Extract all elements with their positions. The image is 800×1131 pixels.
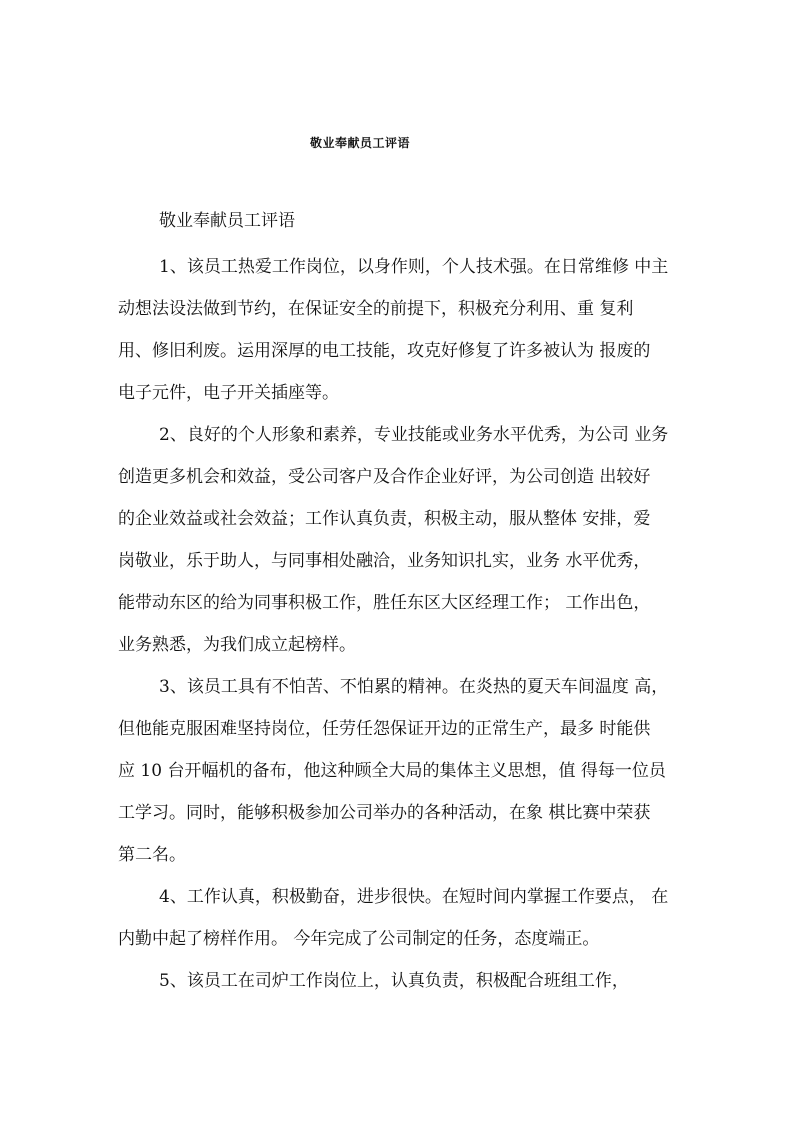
document-heading: 敬业奉献员工评语 [159, 211, 295, 231]
paragraph-4-line-1: 4、工作认真，积极勤奋，进步很快。在短时间内掌握工作要点， 在 [159, 887, 669, 907]
document-title: 敬业奉献员工评语 [309, 136, 410, 150]
paragraph-3-line-3: 应 10 台开幅机的备布，他这种顾全大局的集体主义思想，值 得每一位员 [118, 761, 666, 781]
paragraph-2-line-5: 能带动东区的给为同事积极工作，胜任东区大区经理工作； 工作出色， [118, 593, 651, 613]
paragraph-2-line-2: 创造更多机会和效益，受公司客户及合作企业好评，为公司创造 出较好 [118, 467, 651, 487]
paragraph-1-line-1: 1、该员工热爱工作岗位，以身作则，个人技术强。在日常维修 中主 [159, 257, 669, 277]
paragraph-1-line-4: 电子元件，电子开关插座等。 [118, 383, 339, 403]
paragraph-1-line-2: 动想法设法做到节约，在保证安全的前提下，积极充分利用、重 复利 [118, 299, 634, 319]
paragraph-2-line-3: 的企业效益或社会效益；工作认真负责，积极主动，服从整体 安排，爱 [118, 509, 651, 529]
paragraph-5-line-1: 5、该员工在司炉工作岗位上，认真负责，积极配合班组工作， [159, 971, 629, 991]
paragraph-2-line-4: 岗敬业，乐于助人，与同事相处融洽，业务知识扎实，业务 水平优秀， [118, 551, 651, 571]
paragraph-2-line-6: 业务熟悉，为我们成立起榜样。 [118, 635, 356, 655]
paragraph-3-line-2: 但他能克服困难坚持岗位，任劳任怨保证开边的正常生产，最多 时能供 [118, 719, 651, 739]
paragraph-3-line-1: 3、该员工具有不怕苦、不怕累的精神。在炎热的夏天车间温度 高， [159, 677, 669, 697]
paragraph-2-line-1: 2、良好的个人形象和素养，专业技能或业务水平优秀，为公司 业务 [159, 425, 669, 445]
paragraph-1-line-3: 用、修旧利废。运用深厚的电工技能，攻克好修复了许多被认为 报废的 [118, 341, 651, 361]
paragraph-4-line-2: 内勤中起了榜样作用。 今年完成了公司制定的任务，态度端正。 [118, 929, 600, 949]
paragraph-3-line-4: 工学习。同时，能够积极参加公司举办的各种活动，在象 棋比赛中荣获 [118, 803, 651, 823]
paragraph-3-line-5: 第二名。 [118, 845, 186, 865]
